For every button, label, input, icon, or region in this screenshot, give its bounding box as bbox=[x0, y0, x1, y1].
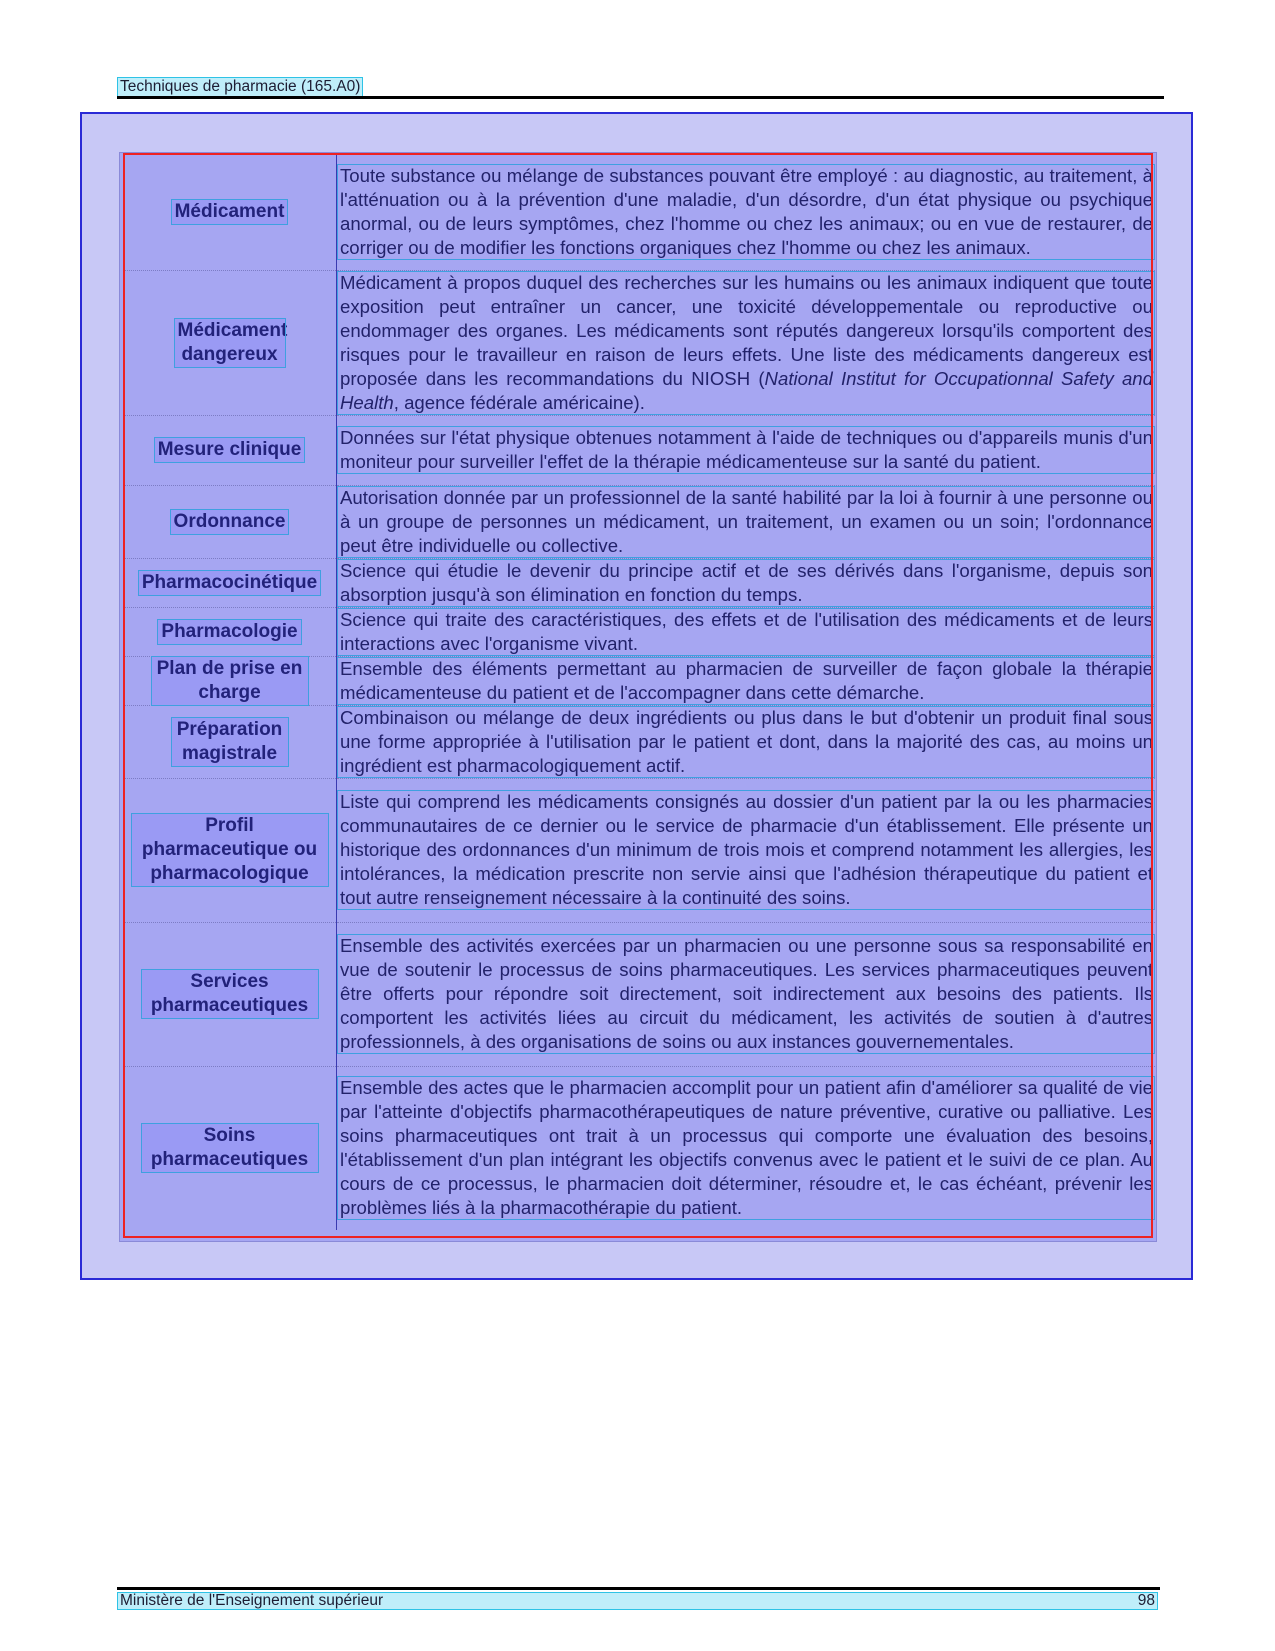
term-label: Services pharmaceutiques bbox=[142, 970, 318, 1018]
definition-cell bbox=[337, 270, 1156, 415]
term-cell bbox=[123, 778, 337, 922]
definition-cell bbox=[337, 922, 1156, 1066]
term-cell bbox=[123, 607, 337, 656]
definition-text: Science qui étudie le devenir du principe actif et de ses dérivés dans l'organisme, depuis son absorption jusqu'à son élimination en fonction du temps. bbox=[337, 559, 1155, 607]
glossary-row bbox=[123, 778, 1155, 922]
definition-cell bbox=[337, 607, 1156, 656]
definition-cell bbox=[337, 705, 1156, 778]
definition-text: Toute substance ou mélange de substances pouvant être employé : au diagnostic, au traitement, à l'atténuation ou à la prévention d'une maladie, d'un désordre, d'un état physique ou psychique anormal, ou de leurs symptômes, chez l'homme ou chez les animaux; ou en vue de restaurer, de corriger ou de modifier les fonctions organiques chez l'homme ou chez les animaux. bbox=[337, 164, 1155, 260]
glossary-row bbox=[123, 415, 1155, 485]
definition-cell bbox=[337, 778, 1156, 922]
glossary-row bbox=[123, 270, 1155, 415]
running-header bbox=[117, 77, 1162, 97]
glossary-table bbox=[123, 154, 1155, 1230]
definition-cell bbox=[337, 485, 1156, 558]
definition-text: Ensemble des actes que le pharmacien accomplit pour un patient afin d'améliorer sa qualité de vie par l'atteinte d'objectifs pharmacothérapeutiques de nature préventive, curative ou palliative. Les soins pharmaceutiques ont trait à un processus qui comporte une évaluation des besoins, l'établissement d'un plan intégrant les objectifs convenus avec le patient et le suivi de ce plan. Au cours de ce processus, le pharmacien doit déterminer, résoudre et, le cas échéant, prévenir les problèmes liés à la pharmacothérapie du patient. bbox=[337, 1076, 1155, 1220]
definition-cell bbox=[337, 154, 1156, 270]
glossary-row bbox=[123, 154, 1155, 270]
definition-text: Liste qui comprend les médicaments consignés au dossier d'un patient par la ou les pharmacies communautaires de ce dernier ou le service de pharmacie d'un établissement. Elle présente un historique des ordonnances d'un minimum de trois mois et comprend notamment les allergies, les intolérances, la médication prescrite non servie ainsi que l'adhésion thérapeutique du patient et tout autre renseignement nécessaire à la continuité des soins. bbox=[337, 790, 1155, 910]
definition-text: Autorisation donnée par un professionnel de la santé habilité par la loi à fournir à une personne ou à un groupe de personnes un médicament, un traitement, un examen ou un soin; l'ordonnance peut être individuelle ou collective. bbox=[337, 486, 1155, 558]
definition-cell bbox=[337, 558, 1156, 607]
term-label: Plan de prise en charge bbox=[152, 657, 308, 705]
glossary-row bbox=[123, 656, 1155, 705]
glossary-row bbox=[123, 705, 1155, 778]
header-title: Techniques de pharmacie (165.A0) bbox=[117, 77, 363, 97]
term-cell bbox=[123, 922, 337, 1066]
definition-suffix: , agence fédérale américaine). bbox=[393, 391, 645, 413]
term-label: Ordonnance bbox=[171, 510, 289, 534]
header-rule bbox=[117, 96, 1164, 99]
glossary-row bbox=[123, 558, 1155, 607]
definition-text: Données sur l'état physique obtenues notamment à l'aide de techniques ou d'appareils munis d'un moniteur pour surveiller l'effet de la thérapie médicamenteuse sur la santé du patient. bbox=[337, 426, 1155, 474]
glossary-row bbox=[123, 607, 1155, 656]
term-label: Pharmacologie bbox=[158, 620, 300, 644]
glossary-row bbox=[123, 922, 1155, 1066]
term-cell bbox=[123, 1066, 337, 1230]
glossary-row bbox=[123, 1066, 1155, 1230]
footer-ministry: Ministère de l'Enseignement supérieur bbox=[120, 1592, 384, 1609]
glossary-row bbox=[123, 485, 1155, 558]
definition-cell bbox=[337, 415, 1156, 485]
term-cell bbox=[123, 415, 337, 485]
term-label: Soins pharmaceutiques bbox=[142, 1124, 318, 1172]
running-footer bbox=[117, 1592, 1158, 1610]
definition-text: Ensemble des éléments permettant au pharmacien de surveiller de façon globale la thérapie médicamenteuse du patient et de l'accompagner dans cette démarche. bbox=[337, 657, 1155, 705]
term-label: Pharmacocinétique bbox=[139, 571, 320, 595]
definition-italic: National Institut for Occupationnal Safety and Health bbox=[340, 367, 1153, 413]
definition-text: Combinaison ou mélange de deux ingrédients ou plus dans le but d'obtenir un produit final sous une forme appropriée à l'utilisation par le patient et dont, dans la majorité des cas, au moins un ingrédient est pharmacologiquement actif. bbox=[337, 706, 1155, 778]
definition-cell bbox=[337, 656, 1156, 705]
term-cell bbox=[123, 558, 337, 607]
term-label: Préparation magistrale bbox=[172, 718, 288, 766]
definition-text: Ensemble des activités exercées par un pharmacien ou une personne sous sa responsabilité en vue de soutenir le processus de soins pharmaceutiques. Les services pharmaceutiques peuvent être offerts pour répondre soit directement, soit indirectement aux besoins des patients. Ils comportent les activités liées au circuit du médicament, les activités de soutien à d'autres professionnels, à des organisations de soins ou aux instances gouvernementales. bbox=[337, 934, 1155, 1054]
definition-text: Médicament à propos duquel des recherches sur les humains ou les animaux indiquent que toute exposition peut entraîner un cancer, une toxicité développementale ou reproductive ou endommager des organes. Les médicaments sont réputés dangereux lorsqu'ils comportent des risques pour le travailleur en raison de leurs effets. Une liste des médicaments dangereux est proposée dans les recommandations du NIOSH (National Institut for Occupationnal Safety and Health, agence fédérale américaine). bbox=[337, 271, 1155, 415]
term-label: Médicament bbox=[172, 200, 288, 224]
footer-rule bbox=[117, 1587, 1160, 1590]
term-cell bbox=[123, 656, 337, 705]
term-label: Mesure clinique bbox=[155, 438, 305, 462]
term-cell bbox=[123, 154, 337, 270]
definition-cell bbox=[337, 1066, 1156, 1230]
definition-main: Médicament à propos duquel des recherches sur les humains ou les animaux indiquent que toute exposition peut entraîner un cancer, une toxicité développementale ou reproductive ou endommager des organes. Les médicaments sont réputés dangereux lorsqu'ils comportent des risques pour le travailleur en raison de leurs effets. Une liste des médicaments dangereux est proposée dans les recommandations du NIOSH bbox=[340, 271, 1153, 389]
definition-text: Science qui traite des caractéristiques, des effets et de l'utilisation des médicaments et de leurs interactions avec l'organisme vivant. bbox=[337, 608, 1155, 656]
page-number: 98 bbox=[1137, 1592, 1155, 1609]
term-cell bbox=[123, 485, 337, 558]
term-cell bbox=[123, 270, 337, 415]
term-label: Médicament dangereux bbox=[175, 319, 285, 367]
term-label: Profil pharmaceutique ou pharmacologique bbox=[132, 814, 328, 886]
term-cell bbox=[123, 705, 337, 778]
